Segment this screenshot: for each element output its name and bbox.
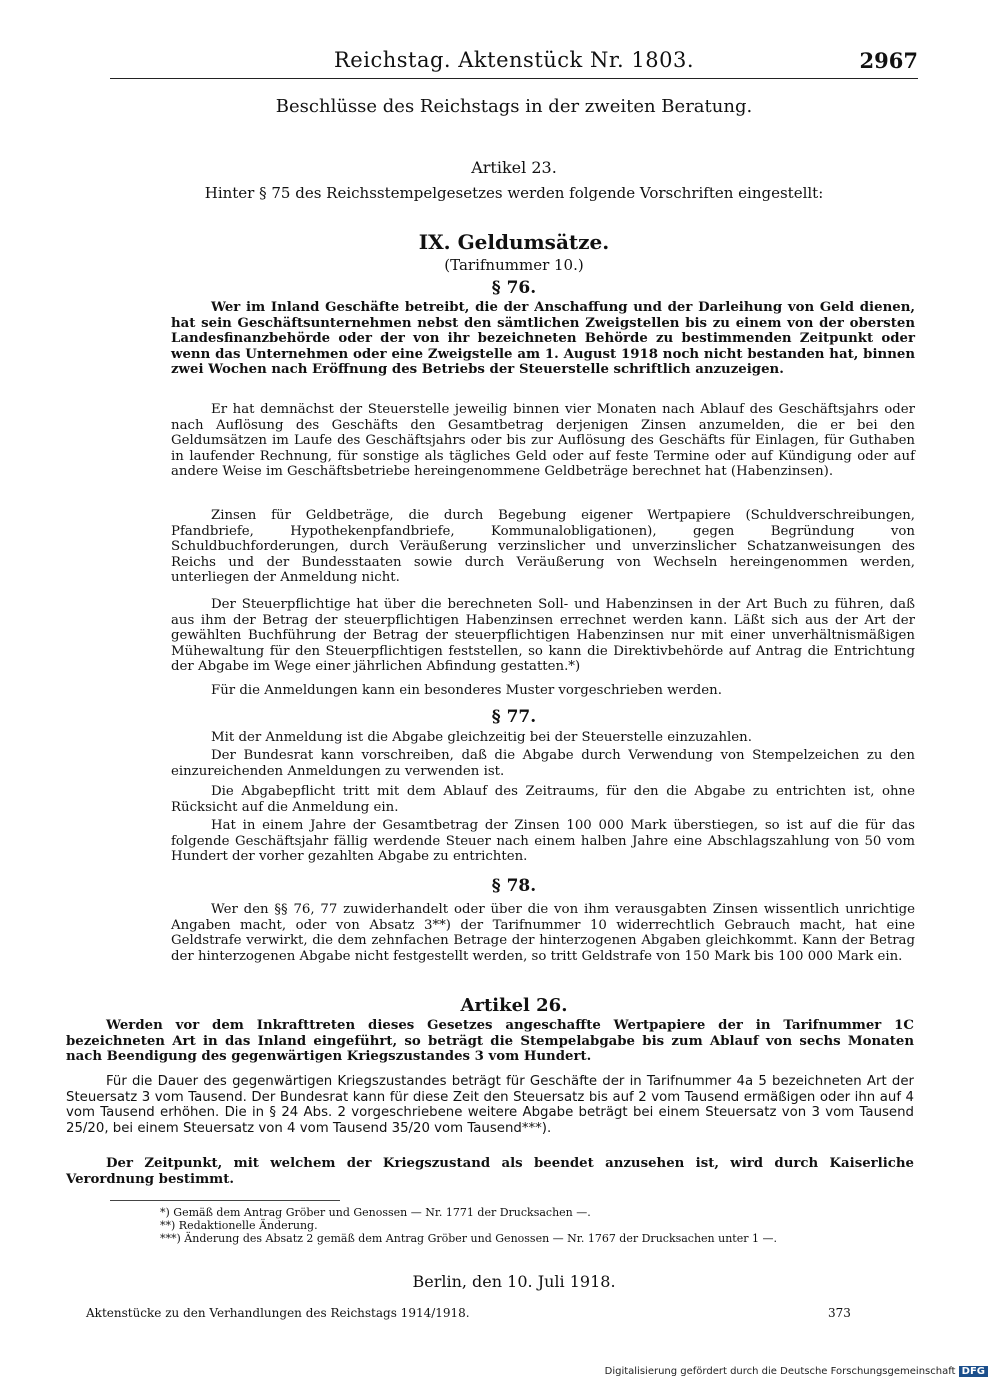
page-number: 2967 [859,48,918,73]
footnote-3: ***) Änderung des Absatz 2 gemäß dem Antrag Gröber und Genossen — Nr. 1767 der Drucksachen unter 1 —. [160,1232,777,1245]
paragraph-76-p3: Zinsen für Geldbeträge, die durch Begebung eigener Wertpapiere (Schuldverschreibungen, Pfandbriefe, Hypothekenpfandbriefe, Kommunalobligationen), gegen Begründung von Schuldbuchforderungen, durch Veräußerung verzinslicher und unverzinslicher Schatzanweisungen des Reichs und der Bundesstaaten sowie durch Veräußerung von Wechseln hereingenommen werden, unterliegen der Anmeldung nicht. [171,508,915,586]
paragraph-76-p1: Wer im Inland Geschäfte betreibt, die der Anschaffung und der Darleihung von Geld dienen, hat sein Geschäftsunternehmen nebst den sämtlichen Zweigstellen bis zu einem von der obersten Landesfinanzbehörde oder der von ihr bezeichneten Behörde zu bestimmenden Zeitpunkt oder wenn das Unternehmen oder eine Zweigstelle am 1. August 1918 noch nicht bestanden hat, binnen zwei Wochen nach Eröffnung des Betriebs der Steuerstelle schriftlich anzuzeigen. [171,300,915,378]
footer-page-number: 373 [828,1306,851,1320]
artikel-23-title: Artikel 23. [471,158,557,177]
section-ix-subtitle: (Tarifnummer 10.) [444,256,584,274]
dfg-credit-text: Digitalisierung gefördert durch die Deutsche Forschungsgemeinschaft [604,1366,956,1377]
footnote-2: **) Redaktionelle Änderung. [160,1219,318,1232]
artikel-26-p3: Der Zeitpunkt, mit welchem der Kriegszustand als beendet anzusehen ist, wird durch Kaiserliche Verordnung bestimmt. [66,1156,914,1187]
paragraph-77-p4: Hat in einem Jahre der Gesamtbetrag der Zinsen 100 000 Mark überstiegen, so ist auf die für das folgende Geschäftsjahr fällig werdende Steuer nach einem halben Jahre eine Abschlagszahlung von 50 vom Hundert der vorher gezahlten Abgabe zu entrichten. [171,818,915,865]
dfg-credit [605,1366,988,1377]
paragraph-76-p4: Der Steuerpflichtige hat über die berechneten Soll- und Habenzinsen in der Art Buch zu führen, daß aus ihm der Betrag der steuerpflichtigen Habenzinsen errechnet werden kann. Läßt sich aus der Art der gewählten Buchführung der Betrag der steuerpflichtigen Habenzinsen nur mit einer unverhältnismäßigen Mühewaltung für den Steuerpflichtigen feststellen, so kann die Direktivbehörde auf Antrag die Entrichtung der Abgabe im Wege einer jährlichen Abfindung gestatten.*) [171,597,915,675]
page-header [110,44,918,79]
paragraph-77-p3: Die Abgabepflicht tritt mit dem Ablauf des Zeitraums, für den die Abgabe zu entrichten ist, ohne Rücksicht auf die Anmeldung ein. [171,784,915,815]
artikel-26-p1: Werden vor dem Inkrafttreten dieses Gesetzes angeschaffte Wertpapiere der in Tarifnummer 1C bezeichneten Art in das Inland eingeführt, so beträgt die Stempelabgabe bis zum Ablauf von sechs Monaten nach Beendigung des gegenwärtigen Kriegszustandes 3 vom Hundert. [66,1018,914,1065]
footnote-rule [110,1200,340,1201]
paragraph-76-title: § 76. [491,278,537,298]
paragraph-78-title: § 78. [491,876,537,896]
section-ix-title: IX. Geldumsätze. [418,230,610,254]
dfg-logo: DFG [959,1366,988,1377]
footer-source: Aktenstücke zu den Verhandlungen des Reichstags 1914/1918. [86,1306,470,1320]
paragraph-76-p5: Für die Anmeldungen kann ein besonderes Muster vorgeschrieben werden. [211,683,722,698]
paragraph-76-p2: Er hat demnächst der Steuerstelle jeweilig binnen vier Monaten nach Ablauf des Geschäftsjahrs oder nach Auflösung des Geschäfts den Gesamtbetrag derjenigen Zinsen anzumelden, die er bei den Geldumsätzen im Laufe des Geschäftsjahrs oder bis zur Auflösung des Geschäfts für Einlagen, für Guthaben in laufender Rechnung, für sonstige als tägliches Geld oder auf feste Termine oder auf Kündigung oder auf andere Weise im Geschäftsbetriebe hereingenommene Geldbeträge berechnet hat (Habenzinsen). [171,402,915,480]
document-subtitle: Beschlüsse des Reichstags in der zweiten Beratung. [275,96,753,117]
paragraph-77-p2: Der Bundesrat kann vorschreiben, daß die Abgabe durch Verwendung von Stempelzeichen zu den einzureichenden Anmeldungen zu verwenden ist. [171,748,915,779]
footnotes [60,1206,920,1245]
date-line: Berlin, den 10. Juli 1918. [412,1272,616,1291]
artikel-26-p2: Für die Dauer des gegenwärtigen Kriegszustandes beträgt für Geschäfte der in Tarifnummer 4a 5 bezeichneten Art der Steuersatz 3 vom Tausend. Der Bundesrat kann für diese Zeit den Steuersatz bis auf 2 vom Tausend ermäßigen oder ihn auf 4 vom Tausend erhöhen. Die in § 24 Abs. 2 vorgeschriebene weitere Abgabe beträgt bei einem Steuersatz von 3 vom Tausend 25/20, bei einem Steuersatz von 4 vom Tausend 35/20 vom Tausend***). [66,1074,914,1136]
paragraph-77-title: § 77. [491,707,537,727]
paragraph-77-p1: Mit der Anmeldung ist die Abgabe gleichzeitig bei der Steuerstelle einzuzahlen. [211,730,752,745]
artikel-23-intro: Hinter § 75 des Reichsstempelgesetzes werden folgende Vorschriften eingestellt: [204,184,824,202]
artikel-26-title: Artikel 26. [460,995,568,1016]
running-title: Reichstag. Aktenstück Nr. 1803. [333,48,695,72]
paragraph-78-p1: Wer den §§ 76, 77 zuwiderhandelt oder über die von ihm verausgabten Zinsen wissentlich unrichtige Angaben macht, oder von Absatz 3**) der Tarifnummer 10 widerrechtlich Gebrauch macht, hat eine Geldstrafe verwirkt, die dem zehnfachen Betrage der hinterzogenen Abgaben gleichkommt. Kann der Betrag der hinterzogenen Abgabe nicht festgestellt werden, so tritt Geldstrafe von 150 Mark bis 100 000 Mark ein. [171,902,915,964]
footnote-1: *) Gemäß dem Antrag Gröber und Genossen — Nr. 1771 der Drucksachen —. [160,1206,591,1219]
